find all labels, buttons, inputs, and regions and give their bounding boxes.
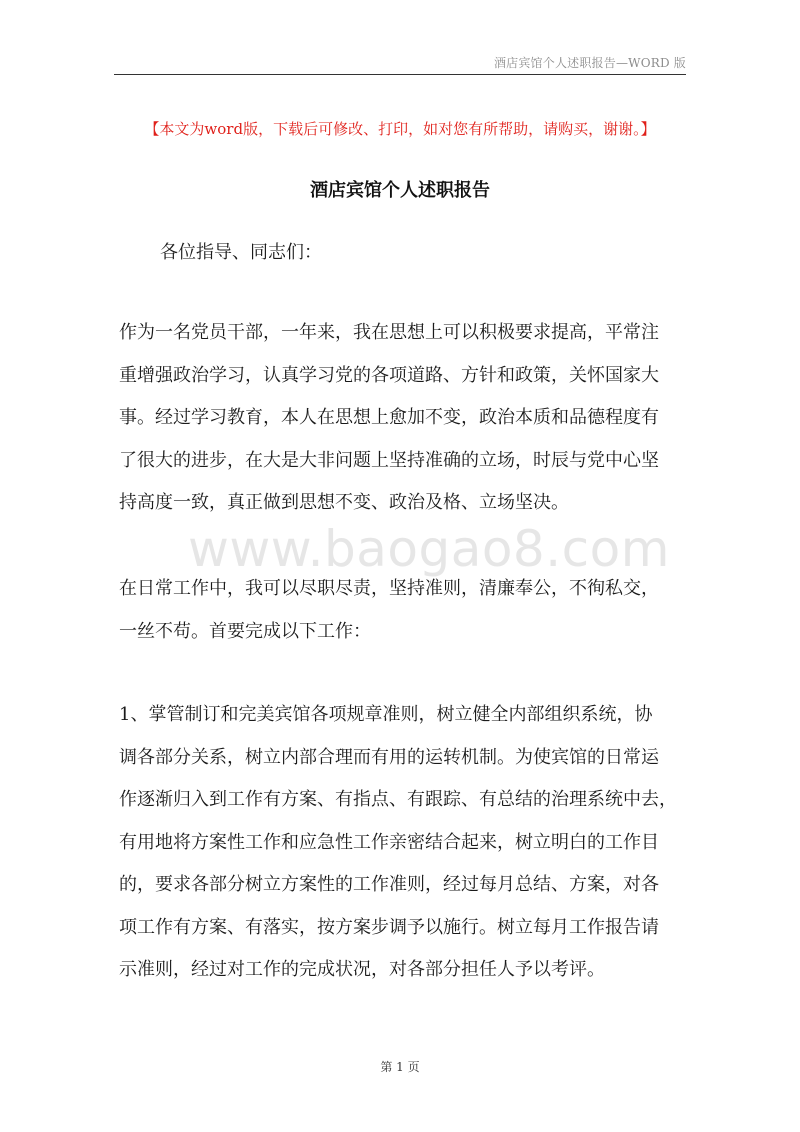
- paragraph-line: 事。经过学习教育，本人在思想上愈加不变，政治本质和品德程度有: [119, 407, 659, 428]
- paragraph-line: 调各部分关系，树立内部合理而有用的运转机制。为使宾馆的日常运: [119, 746, 659, 768]
- running-header: 酒店宾馆个人述职报告—WORD 版: [493, 56, 686, 70]
- paragraph-line: 在日常工作中，我可以尽职尽责，坚持准则，清廉奉公，不徇私交，: [119, 578, 659, 599]
- page-number: 第 1 页: [380, 1060, 420, 1074]
- paragraph-line: 重增强政治学习，认真学习党的各项道路、方针和政策，关怀国家大: [119, 364, 659, 386]
- watermark: www.baogao8.com: [188, 520, 670, 578]
- paragraph-line: 作为一名党员干部，一年来，我在思想上可以积极要求提高，平常注: [119, 322, 659, 343]
- paragraph-line: 的，要求各部分树立方案性的工作准则，经过每月总结、方案，对各: [119, 874, 659, 895]
- paragraph-line: 持高度一致，真正做到思想不变、政治及格、立场坚决。: [119, 492, 569, 513]
- paragraph-1: [119, 312, 689, 525]
- salutation: 各位指导、同志们：: [160, 242, 322, 263]
- header-divider: [114, 74, 686, 75]
- paragraph-2: [119, 568, 689, 653]
- document-title: 酒店宾馆个人述职报告: [310, 180, 490, 201]
- paragraph-line: 了很大的进步，在大是大非问题上坚持准确的立场，时辰与党中心坚: [119, 449, 659, 471]
- paragraph-line: 示准则，经过对工作的完成状况，对各部分担任人予以考评。: [119, 959, 605, 980]
- paragraph-line: 作逐渐归入到工作有方案、有指点、有跟踪、有总结的治理系统中去，: [119, 789, 677, 810]
- paragraph-3: [119, 694, 689, 992]
- paragraph-line: 一丝不苟。首要完成以下工作：: [119, 620, 371, 642]
- paragraph-line: 1、掌管制订和完美宾馆各项规章准则，树立健全内部组织系统，协: [119, 704, 653, 725]
- purchase-notice: 【本文为word版，下载后可修改、打印，如对您有所帮助，请购买，谢谢。】: [144, 120, 656, 138]
- paragraph-line: 有用地将方案性工作和应急性工作亲密结合起来，树立明白的工作目: [119, 831, 659, 853]
- paragraph-line: 项工作有方案、有落实，按方案步调予以施行。树立每月工作报告请: [119, 916, 659, 938]
